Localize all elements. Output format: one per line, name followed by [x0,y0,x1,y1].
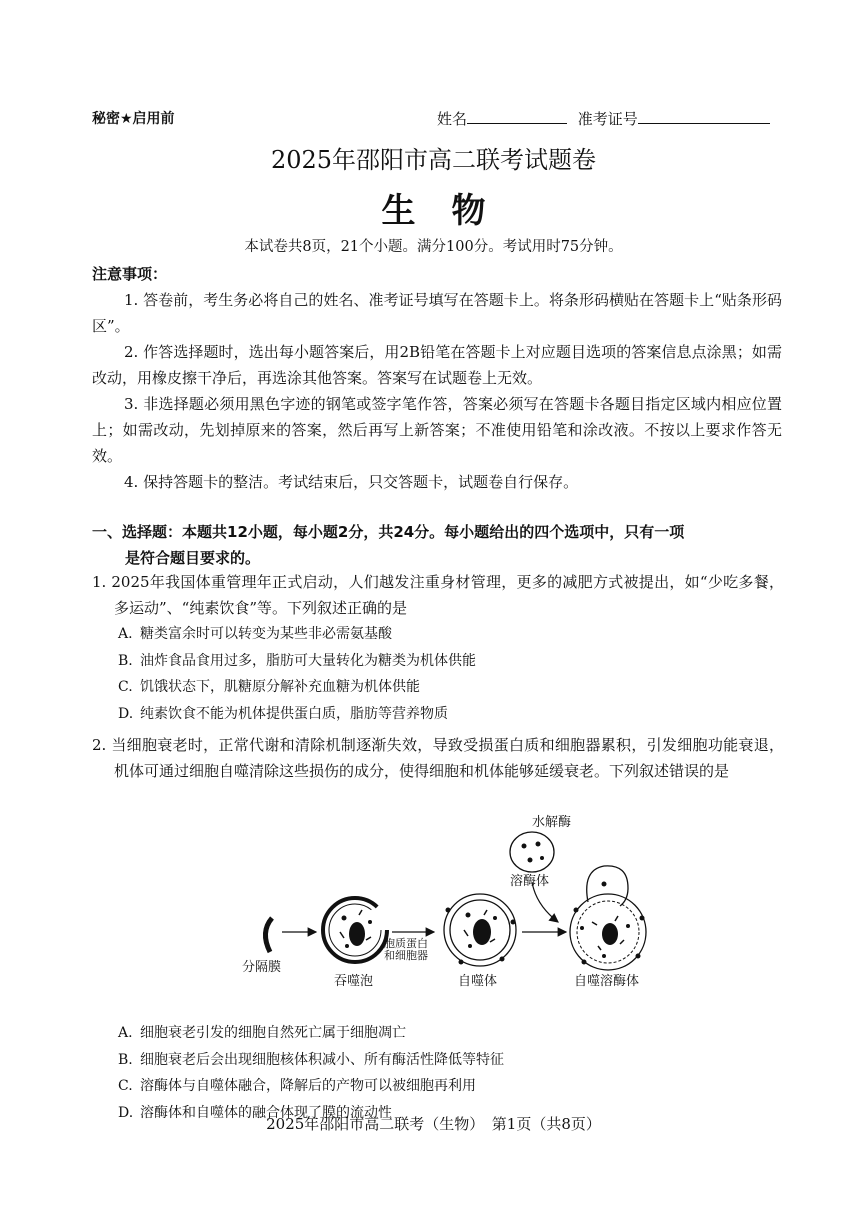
option-letter: A. [118,1025,133,1041]
autophagosome-label: 自噬体 [458,974,498,989]
name-blank [467,108,567,124]
question-2-options [92,1020,784,1126]
option-letter: A. [118,626,133,642]
page-footer: 2025年邵阳市高二联考（生物） 第1页（共8页） [266,1115,601,1133]
option-text: 饥饿状态下，肌糖原分解补充血糖为机体供能 [140,679,420,695]
option-text: 溶酶体和自噬体的融合体现了膜的流动性 [140,1104,392,1121]
option-text: 细胞衰老后会出现细胞核体积减小、所有酶活性降低等特征 [140,1051,504,1068]
question-stem: 2. 当细胞衰老时，正常代谢和清除机制逐渐失效，导致受损蛋白质和细胞器累积，引发细胞功能衰退，机体可通过细胞自噬清除这些损伤的成分，使得细胞和机体能够延缓衰老。下列叙述错误的是 [92,736,784,780]
option-c [92,1073,784,1100]
option-b [92,648,784,675]
cargo-label [384,938,428,962]
lysosome-label: 溶酶体 [510,874,550,889]
option-b [92,1047,784,1074]
confidential-label: 秘密★启用前 [92,111,175,127]
cargo-label-line2: 和细胞器 [384,949,428,962]
subject-title: 生物 [381,191,522,231]
candidate-fields [437,108,770,129]
option-text: 细胞衰老引发的细胞自然死亡属于细胞凋亡 [140,1025,406,1041]
autophagy-diagram [232,810,662,990]
option-text: 溶酶体与自噬体融合，降解后的产物可以被细胞再利用 [140,1078,476,1094]
notice-item: 3. 非选择题必须用黑色字迹的钢笔或签字笔作答，答案必须写在答题卡各题目指定区域内相应位置上；如需改动，先划掉原来的答案，然后再写上新答案；不准使用铅笔和涂改液。不按以上要求作答无效。 [92,395,782,465]
lysosome-shape [510,832,554,872]
option-letter: C. [118,679,133,695]
option-a [92,621,784,648]
option-letter: C. [118,1078,133,1094]
hydrolase-label: 水解酶 [532,815,572,830]
option-d [92,701,784,728]
option-letter: D. [118,1104,134,1121]
exam-info: 本试卷共8页，21个小题。满分100分。考试用时75分钟。 [244,239,623,255]
phagophore-label: 吞噬泡 [334,974,374,989]
option-letter: B. [118,652,133,669]
option-c [92,674,784,701]
exam-title: 2025年邵阳市高二联考试题卷 [270,146,597,174]
name-label: 姓名 [437,110,468,128]
id-label: 准考证号 [577,110,638,128]
autophagy-figure [232,810,662,990]
section-heading-line1: 一、选择题：本题共12小题，每小题2分，共24分。每小题给出的四个选项中，只有一项 [92,523,685,541]
option-text: 糖类富余时可以转变为某些非必需氨基酸 [140,626,392,642]
cargo-label-line1: 胞质蛋白 [384,937,428,950]
option-letter: D. [118,705,134,722]
notice-item: 1. 答卷前，考生务必将自己的姓名、准考证号填写在答题卡上。将条形码横贴在答题卡上“贴条形码区”。 [92,291,782,335]
isolation-membrane-label: 分隔膜 [242,960,282,975]
header-row [92,108,780,130]
notice-title: 注意事项： [92,265,168,283]
question-2 [92,732,784,784]
question-1 [92,569,784,727]
question-stem: 1. 2025年我国体重管理年正式启动，人们越发注重身材管理，更多的减肥方式被提出，如“少吃多餐，多运动”、“纯素饮食”等。下列叙述正确的是 [92,573,784,617]
id-blank [638,108,770,124]
section-heading [92,519,782,571]
autolysosome-label: 自噬溶酶体 [574,974,640,989]
notice-item: 2. 作答选择题时，选出每小题答案后，用2B铅笔在答题卡上对应题目选项的答案信息点涂黑；如需改动，用橡皮擦干净后，再选涂其他答案。答案写在试题卷上无效。 [92,343,782,387]
option-text: 纯素饮食不能为机体提供蛋白质，脂肪等营养物质 [140,705,448,722]
option-a [92,1020,784,1047]
option-letter: B. [118,1051,133,1068]
isolation-membrane-shape [265,918,272,952]
option-text: 油炸食品食用过多，脂肪可大量转化为糖类为机体供能 [140,652,476,669]
section-heading-line2: 是符合题目要求的。 [125,549,261,567]
notice-list [92,287,782,495]
notice-item: 4. 保持答题卡的整洁。考试结束后，只交答题卡，试题卷自行保存。 [124,473,579,491]
